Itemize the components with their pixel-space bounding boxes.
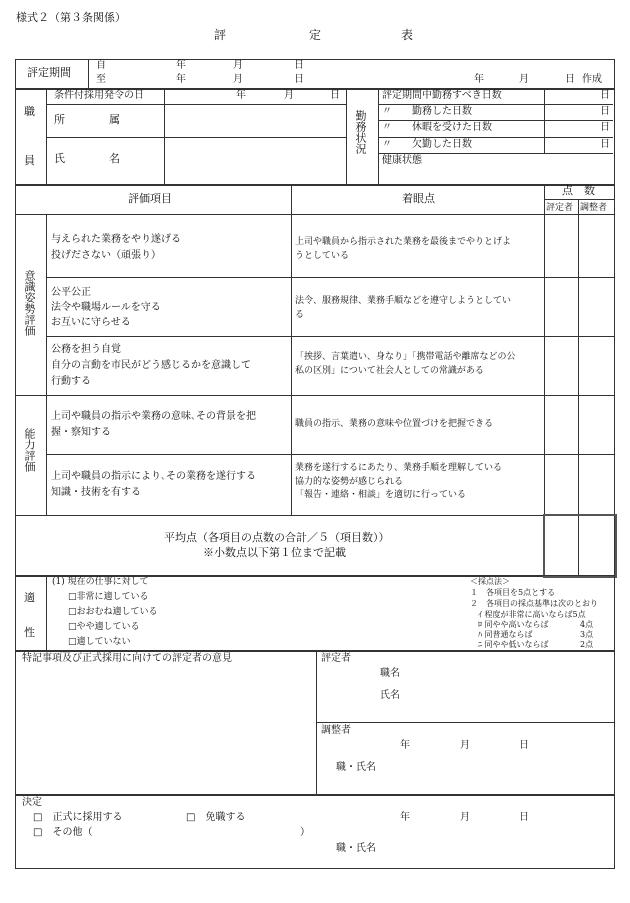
remarks-box [15,650,615,796]
decision-other[interactable]: □ その他（ [33,827,93,838]
name-label: 氏 名 [54,152,120,165]
hiring-year: 年 [236,90,246,101]
attendance-row-4: 〃 欠勤した日数 [382,139,472,150]
created-month: 月 [519,74,529,85]
attendance-row-3: 〃 休暇を受けた日数 [382,122,492,133]
aptitude-option-2[interactable]: □おおむね適している [68,607,158,617]
eval-item-5: 上司や職員の指示により､その業務を遂行する 知識・技術を有する [51,471,256,498]
decision-hire[interactable]: □ 正式に採用する [33,812,123,823]
eval-item-1: 与えられた業務をやり遂げる 投げださない（頑張り） [51,234,181,261]
created-label: 作成 [582,74,602,85]
decision-box [15,794,615,869]
average-formula: 平均点（各項目の点数の合計／５（項目数）） [164,531,390,544]
eval-item-header: 評価項目 [128,192,172,205]
form-number: 様式２（第３条関係） [16,11,126,24]
day-unit-1: 日 [600,90,610,101]
decision-label: 決定 [22,797,42,808]
scoring-title: ＜採点法＞ [470,577,510,586]
eval-point-1: 上司や職員から指示された業務を最後までやりとげよ うとしている [295,237,512,261]
day-unit-3: 日 [600,122,610,133]
attendance-label: 勤務状況 [354,110,367,154]
category-ability: 能力評価 [23,428,36,472]
decision-month: 月 [460,812,470,823]
attendance-row-1: 評定期間中勤務すべき日数 [382,90,502,101]
decision-year: 年 [400,812,410,823]
eval-item-3: 公務を担う自覚 自分の言動を市民がどう感じるかを意識して 行動する [51,344,251,387]
decision-other-close: ） [300,827,310,838]
eval-point-header: 着眼点 [402,192,435,205]
eval-item-4: 上司や職員の指示や業務の意味､その背景を把 握・察知する [51,411,256,438]
scoring-point-2: 2点 [580,640,594,649]
from-month: 月 [233,60,243,71]
staff-label-1: 職 [24,105,35,118]
evaluator-col-header: 評定者 [546,203,574,213]
evaluator-post: 職名 [380,668,400,679]
eval-point-4: 職員の指示、業務の意味や位置づけを把握できる [295,419,494,429]
day-unit-2: 日 [600,106,610,117]
adjuster-month: 月 [460,740,470,751]
to-year: 年 [176,74,186,85]
hiring-date-label: 条件付採用発令の日 [54,90,144,101]
eval-point-2: 法令、服務規律、業務手順などを遵守しようとしてい る [295,296,512,320]
hiring-month: 月 [284,90,294,101]
aptitude-label-2: 性 [24,626,35,639]
from-year: 年 [176,60,186,71]
adjuster-label: 調整者 [321,725,351,736]
scoring-line-4: ﾛ 同やや高いならば [478,620,549,629]
created-day: 日 [565,74,575,85]
aptitude-option-4[interactable]: □適していない [68,637,131,647]
remarks-label: 特記事項及び正式採用に向けての評定者の意見 [22,653,232,664]
created-year: 年 [474,74,484,85]
period-label: 評定期間 [27,66,71,79]
day-unit-4: 日 [600,139,610,150]
scoring-line-6: ﾆ 同やや低いならば [478,640,549,649]
decision-day: 日 [519,812,529,823]
category-attitude: 意識姿勢評価 [23,270,36,336]
period-from: 自 [96,60,106,71]
to-month: 月 [233,74,243,85]
eval-item-2: 公平公正 法令や職場ルールを守る お互いに守らせる [51,287,161,328]
scoring-line-3: ｲ 程度が非常に高いならば5点 [478,610,586,619]
eval-point-3: 「挨拶、言葉遣い、身なり」「携帯電話や離席などの公 私の区別」について社会人としての常識がある [295,352,516,376]
adjuster-col-header: 調整者 [580,203,608,213]
decision-post-name: 職・氏名 [336,843,376,854]
title-char-2: 定 [309,28,322,42]
average-score-box [543,514,617,578]
average-note: ※小数点以下第１位まで記載 [203,546,346,559]
scoring-line-1: １ 各項目を5点とする [470,588,556,597]
aptitude-option-3[interactable]: □やや適している [68,622,140,632]
scoring-point-4: 4点 [580,620,594,629]
to-day: 日 [294,74,304,85]
staff-label-2: 員 [24,154,35,167]
department-label: 所 属 [54,113,120,126]
aptitude-label-1: 適 [24,591,35,604]
evaluator-label: 評定者 [321,653,351,664]
adjuster-year: 年 [400,740,410,751]
title-char-1: 評 [214,28,227,42]
decision-dismiss[interactable]: □ 免職する [186,812,246,823]
aptitude-option-1[interactable]: □非常に適している [68,592,149,602]
adjuster-day: 日 [519,740,529,751]
evaluator-name: 氏名 [380,690,400,701]
scoring-line-2: ２ 各項目の採点基準は次のとおり [470,599,598,608]
health-label: 健康状態 [382,155,422,166]
hiring-day: 日 [330,90,340,101]
from-day: 日 [294,60,304,71]
attendance-row-2: 〃 勤務した日数 [382,106,472,117]
title-char-3: 表 [401,28,414,42]
scoring-point-3: 3点 [580,630,594,639]
scoring-line-5: ﾊ 同普通ならば [478,630,533,639]
period-to: 至 [96,74,106,85]
aptitude-heading: (1) 現在の仕事に対して [52,577,149,587]
eval-point-5: 業務を遂行するにあたり、業務手順を理解している 協力的な姿勢が感じられる 「報告・連絡・相談」を適切に行っている [295,463,503,500]
adjuster-post-name: 職・氏名 [336,762,376,773]
score-header: 点 数 [562,184,595,197]
